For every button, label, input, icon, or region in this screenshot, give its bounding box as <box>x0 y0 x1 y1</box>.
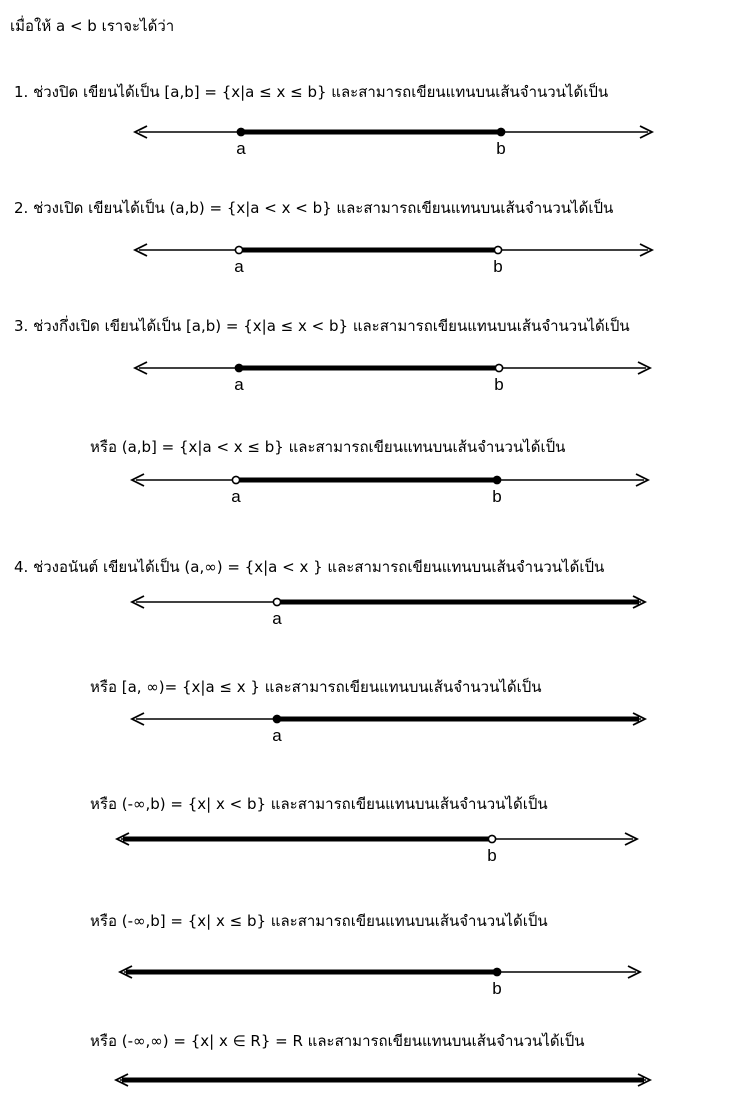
number-line-3 <box>0 354 750 396</box>
closed-endpoint <box>235 364 242 371</box>
intro-text: เมื่อให้ a < b เราจะได้ว่า <box>10 17 175 35</box>
item-2-text: 2. ช่วงเปิด เขียนได้เป็น (a,b) = {x|a < x < b} และสามารถเขียนแทนบนเส้นจำนวนได้เป็น <box>14 199 614 217</box>
number-line-3b <box>0 466 750 508</box>
endpoint-label-b: b <box>492 487 502 506</box>
number-line-4b <box>0 705 750 747</box>
endpoint-label-b: b <box>492 979 502 998</box>
item-4b-text: หรือ [a, ∞)= {x|a ≤ x } และสามารถเขียนแทนบนเส้นจำนวนได้เป็น <box>90 678 542 696</box>
open-endpoint <box>232 476 239 483</box>
item-4c-text: หรือ (-∞,b) = {x| x < b} และสามารถเขียนแทนบนเส้นจำนวนได้เป็น <box>90 795 548 813</box>
open-endpoint <box>235 246 242 253</box>
item-3b-text: หรือ (a,b] = {x|a < x ≤ b} และสามารถเขียนแทนบนเส้นจำนวนได้เป็น <box>90 438 566 456</box>
endpoint-label-b: b <box>493 257 503 276</box>
endpoint-label-a: a <box>236 139 246 158</box>
number-line-4 <box>0 588 750 630</box>
closed-endpoint <box>237 128 244 135</box>
item-4e-text: หรือ (-∞,∞) = {x| x ∈ R} = R และสามารถเขียนแทนบนเส้นจำนวนได้เป็น <box>90 1032 585 1050</box>
number-line-1 <box>0 118 750 160</box>
endpoint-label-a: a <box>234 375 244 394</box>
endpoint-label-a: a <box>231 487 241 506</box>
endpoint-label-b: b <box>487 846 497 865</box>
closed-endpoint <box>493 968 500 975</box>
endpoint-label-a: a <box>272 726 282 745</box>
closed-endpoint <box>273 715 280 722</box>
endpoint-label-b: b <box>496 139 506 158</box>
closed-endpoint <box>497 128 504 135</box>
item-1-text: 1. ช่วงปิด เขียนได้เป็น [a,b] = {x|a ≤ x ≤ b} และสามารถเขียนแทนบนเส้นจำนวนได้เป็น <box>14 83 609 101</box>
item-3-text: 3. ช่วงกึ่งเปิด เขียนได้เป็น [a,b) = {x|a ≤ x < b} และสามารถเขียนแทนบนเส้นจำนวนได้เป็น <box>14 317 630 335</box>
endpoint-label-b: b <box>494 375 504 394</box>
endpoint-label-a: a <box>234 257 244 276</box>
number-line-4c <box>0 825 750 867</box>
open-endpoint <box>495 364 502 371</box>
endpoint-label-a: a <box>272 609 282 628</box>
item-4d-text: หรือ (-∞,b] = {x| x ≤ b} และสามารถเขียนแทนบนเส้นจำนวนได้เป็น <box>90 912 548 930</box>
number-line-4d <box>0 958 750 1000</box>
number-line-2 <box>0 236 750 278</box>
number-line-4e <box>0 1066 750 1108</box>
open-endpoint <box>488 835 495 842</box>
item-4-text: 4. ช่วงอนันต์ เขียนได้เป็น (a,∞) = {x|a < x } และสามารถเขียนแทนบนเส้นจำนวนได้เป็น <box>14 558 605 576</box>
closed-endpoint <box>493 476 500 483</box>
open-endpoint <box>494 246 501 253</box>
open-endpoint <box>273 598 280 605</box>
